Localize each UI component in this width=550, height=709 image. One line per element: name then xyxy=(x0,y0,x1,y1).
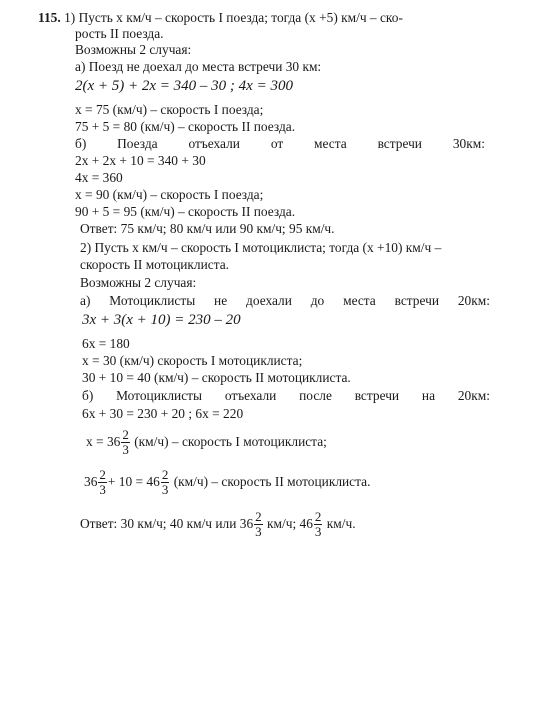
fraction-denominator: 3 xyxy=(161,482,169,498)
word: Поезда xyxy=(117,136,158,151)
answer-part: км/ч; 46 xyxy=(263,516,313,531)
word: отъехали xyxy=(224,388,277,403)
equation-part: + 10 = 46 xyxy=(107,474,160,489)
word: встречи xyxy=(354,388,400,403)
word: встречи xyxy=(394,293,440,308)
equation: x = 90 (км/ч) – скорость I поезда; xyxy=(75,187,264,202)
answer-part: км/ч. xyxy=(323,516,356,531)
word: 20км: xyxy=(457,388,490,403)
fraction-numerator: 2 xyxy=(99,467,106,483)
case-heading-justified xyxy=(75,136,485,152)
equation: x = 75 (км/ч) – скорость I поезда; xyxy=(75,102,264,117)
word: от xyxy=(270,136,284,151)
fraction xyxy=(254,510,263,539)
word: встречи xyxy=(377,136,422,151)
fraction xyxy=(161,468,170,497)
equation-part: 36 xyxy=(84,474,98,489)
problem-line-1 xyxy=(38,10,403,26)
fraction-numerator: 2 xyxy=(314,509,322,525)
fraction xyxy=(314,510,323,539)
equation: 3x + 3(x + 10) = 230 – 20 xyxy=(82,312,241,328)
word: Мотоциклисты xyxy=(109,293,196,308)
equation: 30 + 10 = 40 (км/ч) – скорость II мотоциклиста. xyxy=(82,370,351,385)
case-heading-justified xyxy=(82,388,490,404)
fraction-numerator: 2 xyxy=(161,467,169,483)
text-line: скорость II мотоциклиста. xyxy=(80,257,230,272)
answer-part: Ответ: 30 км/ч; 40 км/ч или 36 xyxy=(80,516,254,531)
equation: 75 + 5 = 80 (км/ч) – скорость II поезда. xyxy=(75,119,296,134)
equation: 4x = 360 xyxy=(75,170,123,185)
answer-line: Ответ: 75 км/ч; 80 км/ч или 90 км/ч; 95 км/ч. xyxy=(80,221,335,236)
fraction-numerator: 2 xyxy=(122,427,129,443)
fraction-denominator: 3 xyxy=(122,442,129,458)
word: на xyxy=(421,388,436,403)
fraction xyxy=(121,428,130,457)
word: после xyxy=(299,388,332,403)
word: б) xyxy=(82,388,94,403)
equation-part: (км/ч) – скорость II мотоциклиста. xyxy=(173,474,371,489)
equation: 6x + 30 = 230 + 20 ; 6x = 220 xyxy=(82,406,244,421)
word: Мотоциклисты xyxy=(116,388,203,403)
equation: 90 + 5 = 95 (км/ч) – скорость II поезда. xyxy=(75,204,296,219)
text-line: Возможны 2 случая: xyxy=(75,42,192,57)
fraction-denominator: 3 xyxy=(255,524,262,540)
fraction-denominator: 3 xyxy=(99,482,106,498)
word: места xyxy=(314,136,347,151)
equation-part: (км/ч) – скорость I мотоциклиста; xyxy=(134,434,327,449)
fraction-numerator: 2 xyxy=(255,509,262,525)
case-heading-justified xyxy=(80,293,490,309)
word: отъехали xyxy=(188,136,240,151)
equation: 2x + 2x + 10 = 340 + 30 xyxy=(75,153,206,168)
equation-with-fraction xyxy=(86,426,327,458)
equation: x = 30 (км/ч) скорость I мотоциклиста; xyxy=(82,353,303,368)
equation: 6x = 180 xyxy=(82,336,130,351)
word: доехали xyxy=(246,293,292,308)
text-line: Возможны 2 случая: xyxy=(80,275,197,290)
problem-number: 115. xyxy=(38,10,61,25)
text-line: 2) Пусть x км/ч – скорость I мотоциклиста; тогда (x +10) км/ч – xyxy=(80,240,442,255)
equation: 2(x + 5) + 2x = 340 – 30 ; 4x = 300 xyxy=(75,78,293,94)
case-heading: а) Поезд не доехал до места встречи 30 км: xyxy=(75,59,322,74)
word: не xyxy=(214,293,228,308)
word: до xyxy=(310,293,325,308)
word: а) xyxy=(80,293,91,308)
fraction-denominator: 3 xyxy=(314,524,322,540)
word: места xyxy=(343,293,376,308)
final-answer xyxy=(80,508,356,540)
text-line: рость II поезда. xyxy=(75,26,164,41)
word: 30км: xyxy=(452,136,485,151)
word: 20км: xyxy=(457,293,490,308)
equation-with-fraction xyxy=(84,466,370,498)
word: б) xyxy=(75,136,87,151)
fraction xyxy=(98,468,107,497)
line-text: 1) Пусть x км/ч – скорость I поезда; тогда (x +5) км/ч – ско- xyxy=(64,10,403,25)
equation-part: x = 36 xyxy=(86,434,121,449)
